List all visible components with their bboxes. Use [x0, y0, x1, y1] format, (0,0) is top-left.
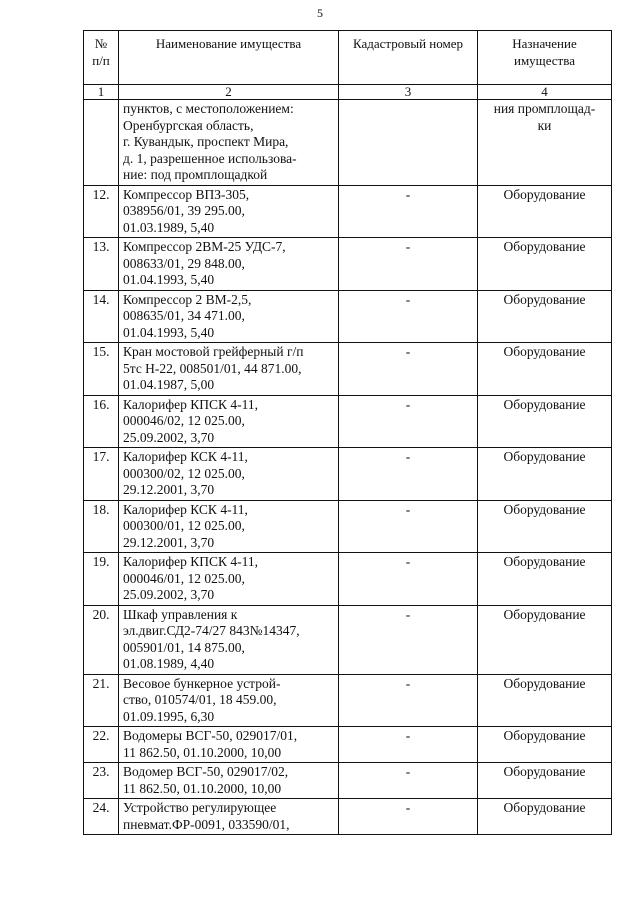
- table-row: [84, 185, 612, 238]
- table-header-row: [84, 31, 612, 85]
- table-row: [84, 238, 612, 291]
- table-row: [84, 100, 612, 186]
- property-purpose-cell: Оборудование: [478, 343, 612, 396]
- table-row: [84, 395, 612, 448]
- table-row: [84, 343, 612, 396]
- row-number-cell: 23.: [84, 763, 119, 799]
- table-row: [84, 763, 612, 799]
- header-num: № п/п: [84, 31, 119, 85]
- cadastral-number-cell: -: [339, 727, 478, 763]
- cadastral-number-cell: -: [339, 763, 478, 799]
- table-row: [84, 553, 612, 606]
- property-name-cell: Шкаф управления к эл.двиг.СД2-74/27 843№14347, 005901/01, 14 875.00, 01.08.1989, 4,40: [119, 605, 339, 674]
- property-purpose-cell: Оборудование: [478, 763, 612, 799]
- property-name-cell: Устройство регулирующее пневмат.ФР-0091, 033590/01,: [119, 799, 339, 835]
- cadastral-number-cell: -: [339, 553, 478, 606]
- property-name-cell: Калорифер КСК 4-11, 000300/02, 12 025.00, 29.12.2001, 3,70: [119, 448, 339, 501]
- page-number: 5: [317, 6, 323, 20]
- table-row: [84, 290, 612, 343]
- cadastral-number-cell: -: [339, 395, 478, 448]
- cadastral-number-cell: -: [339, 290, 478, 343]
- property-name-cell: пунктов, с местоположением: Оренбургская область, г. Кувандык, проспект Мира, д. 1, разрешенное использова- ние: под промплощадкой: [119, 100, 339, 186]
- property-name-cell: Компрессор 2ВМ-25 УДС-7, 008633/01, 29 848.00, 01.04.1993, 5,40: [119, 238, 339, 291]
- property-table: [83, 30, 612, 835]
- row-number-cell: 15.: [84, 343, 119, 396]
- property-purpose-cell: Оборудование: [478, 605, 612, 674]
- cadastral-number-cell: -: [339, 238, 478, 291]
- row-number-cell: 22.: [84, 727, 119, 763]
- property-purpose-cell: Оборудование: [478, 395, 612, 448]
- cadastral-number-cell: -: [339, 343, 478, 396]
- property-purpose-cell: Оборудование: [478, 553, 612, 606]
- row-number-cell: 13.: [84, 238, 119, 291]
- property-name-cell: Калорифер КСК 4-11, 000300/01, 12 025.00, 29.12.2001, 3,70: [119, 500, 339, 553]
- cadastral-number-cell: -: [339, 448, 478, 501]
- property-name-cell: Водомер ВСГ-50, 029017/02, 11 862.50, 01.10.2000, 10,00: [119, 763, 339, 799]
- column-number-row: [84, 85, 612, 100]
- table-row: [84, 448, 612, 501]
- row-number-cell: 19.: [84, 553, 119, 606]
- property-name-cell: Калорифер КПСК 4-11, 000046/01, 12 025.00, 25.09.2002, 3,70: [119, 553, 339, 606]
- column-number: 3: [339, 85, 478, 100]
- header-purpose: Назначение имущества: [478, 31, 612, 85]
- property-purpose-cell: Оборудование: [478, 290, 612, 343]
- header-name: Наименование имущества: [119, 31, 339, 85]
- table-row: [84, 674, 612, 727]
- property-purpose-cell: Оборудование: [478, 448, 612, 501]
- cadastral-number-cell: -: [339, 185, 478, 238]
- property-purpose-cell: Оборудование: [478, 727, 612, 763]
- row-number-cell: 24.: [84, 799, 119, 835]
- column-number: 4: [478, 85, 612, 100]
- row-number-cell: 20.: [84, 605, 119, 674]
- column-number: 2: [119, 85, 339, 100]
- property-purpose-cell: Оборудование: [478, 185, 612, 238]
- table-row: [84, 727, 612, 763]
- table-row: [84, 500, 612, 553]
- row-number-cell: 21.: [84, 674, 119, 727]
- property-name-cell: Калорифер КПСК 4-11, 000046/02, 12 025.00, 25.09.2002, 3,70: [119, 395, 339, 448]
- cadastral-number-cell: -: [339, 605, 478, 674]
- property-name-cell: Водомеры ВСГ-50, 029017/01, 11 862.50, 01.10.2000, 10,00: [119, 727, 339, 763]
- row-number-cell: 17.: [84, 448, 119, 501]
- property-purpose-cell: Оборудование: [478, 674, 612, 727]
- column-number: 1: [84, 85, 119, 100]
- table-row: [84, 605, 612, 674]
- row-number-cell: 16.: [84, 395, 119, 448]
- cadastral-number-cell: -: [339, 500, 478, 553]
- cadastral-number-cell: -: [339, 799, 478, 835]
- cadastral-number-cell: -: [339, 674, 478, 727]
- property-purpose-cell: Оборудование: [478, 500, 612, 553]
- row-number-cell: 14.: [84, 290, 119, 343]
- row-number-cell: [84, 100, 119, 186]
- property-name-cell: Компрессор ВПЗ-305, 038956/01, 39 295.00, 01.03.1989, 5,40: [119, 185, 339, 238]
- property-name-cell: Весовое бункерное устрой- ство, 010574/01, 18 459.00, 01.09.1995, 6,30: [119, 674, 339, 727]
- property-purpose-cell: Оборудование: [478, 238, 612, 291]
- cadastral-number-cell: [339, 100, 478, 186]
- table-row: [84, 799, 612, 835]
- property-name-cell: Компрессор 2 ВМ-2,5, 008635/01, 34 471.00, 01.04.1993, 5,40: [119, 290, 339, 343]
- header-cadastral: Кадастровый номер: [339, 31, 478, 85]
- property-purpose-cell: Оборудование: [478, 799, 612, 835]
- property-name-cell: Кран мостовой грейферный г/п 5тс Н-22, 008501/01, 44 871.00, 01.04.1987, 5,00: [119, 343, 339, 396]
- property-purpose-cell: ния промплощад- ки: [478, 100, 612, 186]
- row-number-cell: 18.: [84, 500, 119, 553]
- row-number-cell: 12.: [84, 185, 119, 238]
